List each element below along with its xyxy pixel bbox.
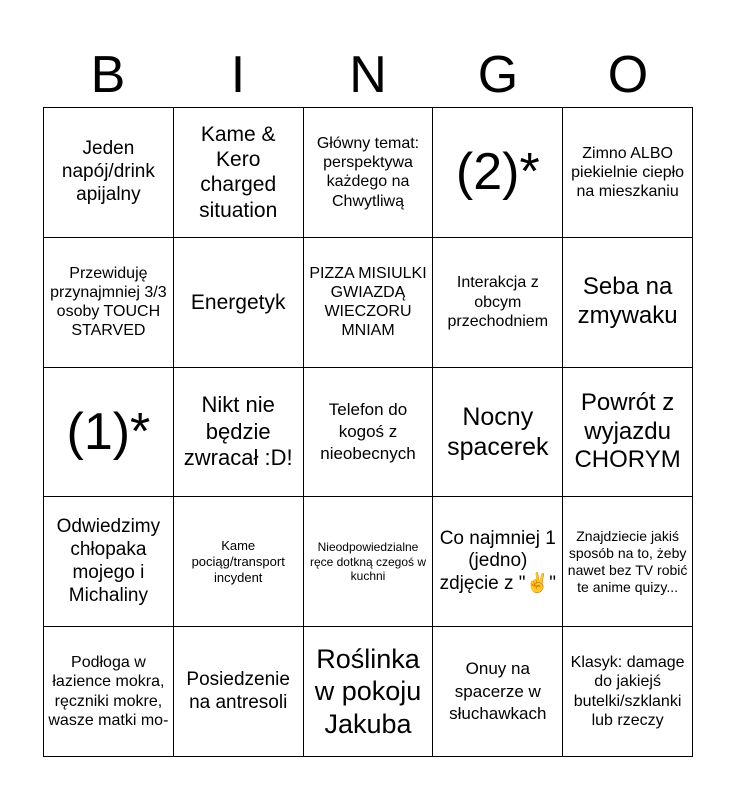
- bingo-header: [43, 44, 693, 106]
- bingo-cell[interactable]: [44, 368, 174, 498]
- cell-text: Co najmniej 1 (jedno) zdjęcie z "✌️": [439, 527, 556, 595]
- cell-text: Nieodpowiedzialne ręce dotkną czegoś w kuchni: [309, 540, 427, 583]
- cell-text: Seba na zmywaku: [577, 273, 678, 330]
- cell-text: Klasyk: damage do jakiejś butelki/szklanki lub rzeczy: [570, 654, 685, 729]
- cell-text: Posiedzenie na antresoli: [186, 668, 290, 713]
- bingo-cell[interactable]: [174, 368, 304, 498]
- header-letter-o: O: [607, 46, 649, 104]
- bingo-cell[interactable]: [44, 108, 174, 238]
- cell-text: Roślinka w pokoju Jakuba: [314, 644, 422, 739]
- header-letter-g: G: [477, 46, 519, 104]
- bingo-cell[interactable]: [563, 368, 693, 498]
- bingo-cell[interactable]: [304, 497, 434, 627]
- bingo-cell[interactable]: [433, 108, 563, 238]
- cell-text: Nocny spacerek: [447, 402, 549, 461]
- cell-text: PIZZA MISIULKI GWIAZDĄ WIECZORU MNIAM: [309, 264, 427, 340]
- bingo-cell[interactable]: [563, 497, 693, 627]
- bingo-cell[interactable]: [304, 368, 434, 498]
- bingo-cell[interactable]: [174, 238, 304, 368]
- cell-text: (1)*: [66, 402, 151, 461]
- cell-text: Onuy na spacerze w słuchawkach: [449, 659, 547, 723]
- bingo-cell[interactable]: [304, 627, 434, 757]
- cell-text: Zimno ALBO piekielnie ciepło na mieszkaniu: [571, 144, 685, 200]
- bingo-cell[interactable]: [44, 497, 174, 627]
- cell-text: Główny temat: perspektywa każdego na Chwytliwą: [316, 135, 420, 210]
- header-letter-b: B: [90, 46, 126, 104]
- cell-text: Kame pociąg/transport incydent: [191, 538, 285, 585]
- bingo-cell[interactable]: [433, 627, 563, 757]
- bingo-cell[interactable]: [563, 108, 693, 238]
- bingo-cell[interactable]: [433, 497, 563, 627]
- cell-text: Przewiduję przynajmniej 3/3 osoby TOUCH STARVED: [50, 264, 167, 340]
- header-letter-i: I: [230, 46, 246, 104]
- bingo-cell[interactable]: [304, 108, 434, 238]
- cell-text: Podłoga w łazience mokra, ręczniki mokre, wasze matki mo-: [48, 654, 169, 729]
- header-letter-n: N: [349, 46, 387, 104]
- cell-text: Kame & Kero charged situation: [199, 123, 278, 222]
- bingo-cell[interactable]: [174, 108, 304, 238]
- bingo-cell[interactable]: [174, 497, 304, 627]
- cell-text: Jeden napój/drink apijalny: [61, 138, 155, 205]
- cell-text: Powrót z wyjazdu CHORYM: [574, 388, 681, 474]
- bingo-cell[interactable]: [433, 368, 563, 498]
- cell-text: Telefon do kogoś z nieobecnych: [320, 399, 416, 464]
- bingo-cell[interactable]: [563, 238, 693, 368]
- bingo-cell[interactable]: [174, 627, 304, 757]
- bingo-cell[interactable]: [433, 238, 563, 368]
- cell-text: Nikt nie będzie zwracał :D!: [183, 392, 293, 471]
- cell-text: Interakcja z obcym przechodniem: [447, 274, 549, 330]
- cell-text: Odwiedzimy chłopaka mojego i Michaliny: [56, 516, 161, 606]
- bingo-grid: [43, 107, 693, 757]
- cell-text: Znajdziecie jakiś sposób na to, żeby nawet bez TV robić te anime quizy...: [567, 528, 688, 595]
- bingo-cell[interactable]: [304, 238, 434, 368]
- bingo-cell[interactable]: [563, 627, 693, 757]
- cell-text: Energetyk: [190, 290, 286, 314]
- cell-text: (2)*: [455, 143, 540, 202]
- bingo-cell[interactable]: [44, 238, 174, 368]
- bingo-cell[interactable]: [44, 627, 174, 757]
